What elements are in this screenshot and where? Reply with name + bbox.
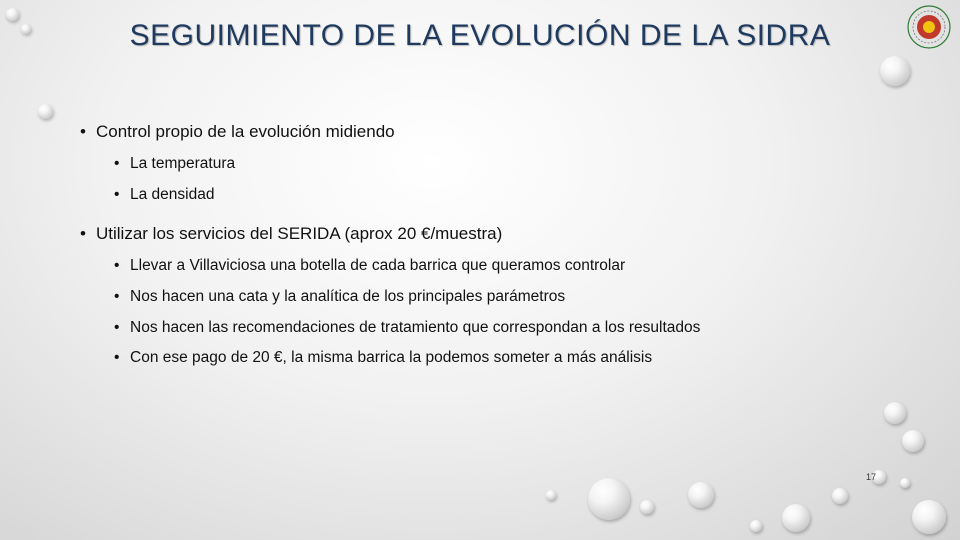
water-drop-icon bbox=[546, 490, 556, 500]
bullet-text: La temperatura bbox=[130, 155, 236, 172]
page-number: 17 bbox=[866, 472, 877, 482]
bullet-text: La densidad bbox=[130, 186, 215, 203]
bullet-text: Nos hacen una cata y la analítica de los principales parámetros bbox=[130, 288, 566, 305]
association-seal-icon bbox=[903, 4, 955, 50]
water-drop-icon bbox=[832, 488, 848, 504]
water-drop-icon bbox=[912, 500, 946, 534]
water-drop-icon bbox=[640, 500, 654, 514]
water-drop-icon bbox=[884, 402, 906, 424]
bullet-marker: • bbox=[80, 122, 86, 141]
bullet-text: Con ese pago de 20 €, la misma barrica la podemos someter a más análisis bbox=[130, 349, 653, 366]
water-drop-icon bbox=[782, 504, 810, 532]
water-drop-icon bbox=[6, 8, 19, 21]
bullet-item bbox=[80, 122, 395, 142]
bullet-text: Control propio de la evolución midiendo bbox=[96, 122, 395, 141]
slide-title: SEGUIMIENTO DE LA EVOLUCIÓN DE LA SIDRA bbox=[129, 19, 831, 52]
water-drop-icon bbox=[688, 482, 714, 508]
sub-bullet-item bbox=[114, 319, 700, 337]
water-drop-icon bbox=[750, 520, 762, 532]
sub-bullet-item bbox=[114, 186, 214, 204]
bullet-marker: • bbox=[80, 224, 86, 243]
bullet-text: Llevar a Villaviciosa una botella de cada barrica que queramos controlar bbox=[130, 257, 626, 274]
bullet-marker: • bbox=[114, 155, 120, 172]
sub-bullet-item bbox=[114, 155, 235, 173]
water-drop-icon bbox=[880, 56, 910, 86]
bullet-marker: • bbox=[114, 319, 120, 336]
water-drop-icon bbox=[900, 478, 910, 488]
water-drop-icon bbox=[902, 430, 924, 452]
bullet-marker: • bbox=[114, 349, 120, 366]
sub-bullet-item bbox=[114, 349, 652, 367]
water-drop-icon bbox=[21, 24, 31, 34]
bullet-item bbox=[80, 224, 502, 244]
water-drop-icon bbox=[38, 104, 53, 119]
bullet-text: Utilizar los servicios del SERIDA (aprox 20 €/muestra) bbox=[96, 224, 503, 243]
sub-bullet-item bbox=[114, 257, 625, 275]
bullet-marker: • bbox=[114, 186, 120, 203]
sub-bullet-item bbox=[114, 288, 565, 306]
water-drop-icon bbox=[588, 478, 630, 520]
bullet-marker: • bbox=[114, 257, 120, 274]
bullet-text: Nos hacen las recomendaciones de tratamiento que correspondan a los resultados bbox=[130, 319, 701, 336]
bullet-marker: • bbox=[114, 288, 120, 305]
